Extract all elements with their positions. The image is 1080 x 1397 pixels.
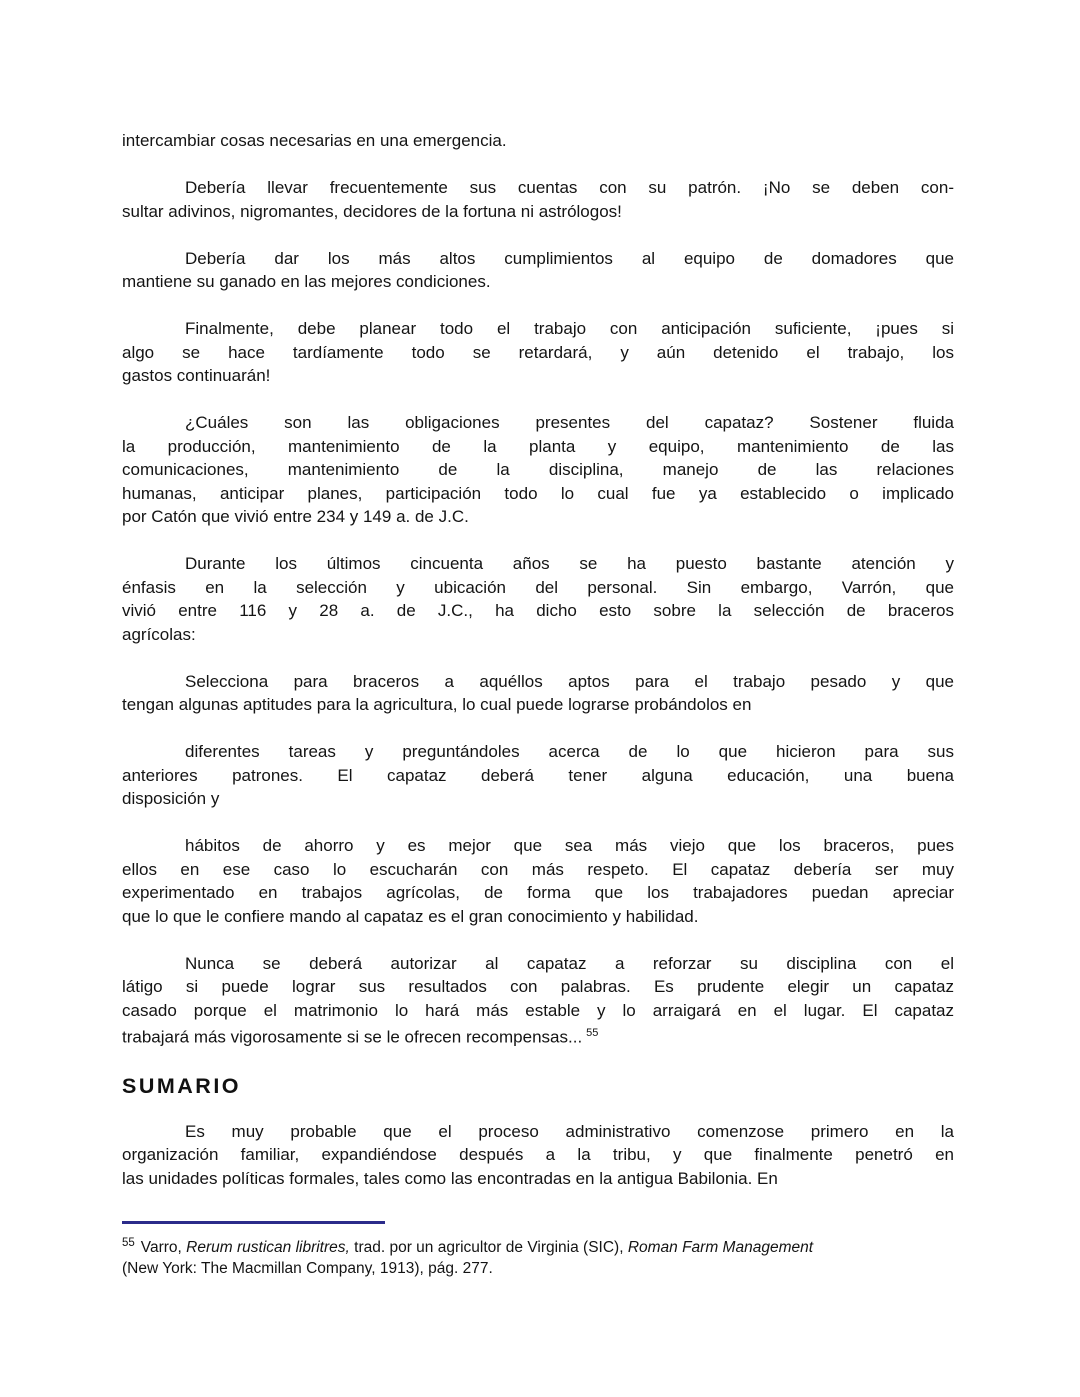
text-line: Es muy probable que el proceso administrativo comenzose primero en la <box>185 1121 954 1141</box>
text-line <box>122 1022 954 1049</box>
paragraph <box>122 552 954 646</box>
text-line: la producción, mantenimiento de la planta y equipo, mantenimiento de las <box>122 436 954 456</box>
text-line: ellos en ese caso lo escucharán con más respeto. El capataz debería ser muy <box>122 859 954 879</box>
paragraph <box>122 740 954 811</box>
text-line: Selecciona para braceros a aquéllos aptos para el trabajo pesado y que <box>185 671 954 691</box>
text-line: mantiene su ganado en las mejores condiciones. <box>122 272 491 291</box>
paragraph <box>122 176 954 223</box>
text-line: ¿Cuáles son las obligaciones presentes del capataz? Sostener fluida <box>185 413 954 432</box>
footnote-text: Varro, <box>140 1238 187 1256</box>
text-line: disposición y <box>122 789 220 808</box>
footnote-marker: 55 <box>122 1236 135 1249</box>
text-line: organización familiar, expandiéndose después a la tribu, y que finalmente penetró en <box>122 1145 954 1165</box>
text-line: látigo si puede lograr sus resultados con palabras. Es prudente elegir un capataz <box>122 977 954 996</box>
text-line: sultar adivinos, nigromantes, decidores de la fortuna ni astrólogos! <box>122 201 622 221</box>
text-line: diferentes tareas y preguntándoles acerca de lo que hicieron para sus <box>185 742 954 761</box>
text-line: algo se hace tardíamente todo se retardará, y aún detenido el trabajo, los <box>122 342 954 362</box>
footnote-divider <box>122 1221 385 1224</box>
text-line: vivió entre 116 y 28 a. de J.C., ha dicho esto sobre la selección de braceros <box>122 601 954 620</box>
text-line: anteriores patrones. El capataz deberá tener alguna educación, una buena <box>122 765 954 785</box>
summary-heading: SUMARIO <box>122 1073 242 1098</box>
text-line: Nunca se deberá autorizar al capataz a reforzar su disciplina con el <box>185 953 954 973</box>
text-line: que lo que le confiere mando al capataz es el gran conocimiento y habilidad. <box>122 906 699 926</box>
book-title: Rerum rustican libritres, <box>186 1238 350 1256</box>
book-title: Roman Farm Management <box>627 1238 814 1256</box>
text-line: hábitos de ahorro y es mejor que sea más viejo que los braceros, pues <box>185 836 954 855</box>
text-line: casado porque el matrimonio lo hará más estable y lo arraigará en el lugar. El capataz <box>122 1000 954 1020</box>
paragraph <box>122 952 954 1050</box>
footnote <box>122 1233 954 1280</box>
text-line: énfasis en la selección y ubicación del personal. Sin embargo, Varrón, que <box>122 577 954 597</box>
text-line: agrícolas: <box>122 624 196 644</box>
text-line: Finalmente, debe planear todo el trabajo con anticipación suficiente, ¡pues si <box>185 319 954 338</box>
text-line: Debería dar los más altos cumplimientos al equipo de domadores que <box>185 248 954 268</box>
footnote-text: trad. por un agricultor de Virginia (SIC), <box>349 1238 628 1256</box>
paragraph <box>122 834 954 928</box>
text-line: humanas, anticipar planes, participación todo lo cual fue ya establecido o implicado <box>122 483 954 503</box>
footnote-line <box>122 1233 954 1259</box>
text-line: experimentado en trabajos agrícolas, de forma que los trabajadores puedan apreciar <box>122 883 954 902</box>
text-line: por Catón que vivió entre 234 y 149 a. de J.C. <box>122 507 469 526</box>
paragraph <box>122 670 954 717</box>
text-line-text: trabajará más vigorosamente si se le ofrecen recompensas... <box>122 1027 583 1047</box>
paragraph <box>122 247 954 294</box>
text-line: comunicaciones, mantenimiento de la disciplina, manejo de las relaciones <box>122 460 954 479</box>
paragraph <box>122 1120 954 1191</box>
text-line: las unidades políticas formales, tales como las encontradas en la antigua Babilonia. En <box>122 1168 778 1188</box>
document-content <box>122 129 954 1280</box>
text-line: Durante los últimos cincuenta años se ha puesto bastante atención y <box>185 554 954 573</box>
text-line: gastos continuarán! <box>122 366 271 385</box>
text-line: intercambiar cosas necesarias en una emergencia. <box>122 131 507 150</box>
text-line: Debería llevar frecuentemente sus cuentas con su patrón. ¡No se deben con- <box>185 178 954 197</box>
paragraph <box>122 129 954 153</box>
text-line: tengan algunas aptitudes para la agricultura, lo cual puede lograrse probándolos en <box>122 695 752 714</box>
footnote-reference: 55 <box>586 1027 599 1039</box>
paragraph <box>122 317 954 388</box>
paragraph <box>122 411 954 529</box>
footnote-line: (New York: The Macmillan Company, 1913), pág. 277. <box>122 1260 493 1278</box>
